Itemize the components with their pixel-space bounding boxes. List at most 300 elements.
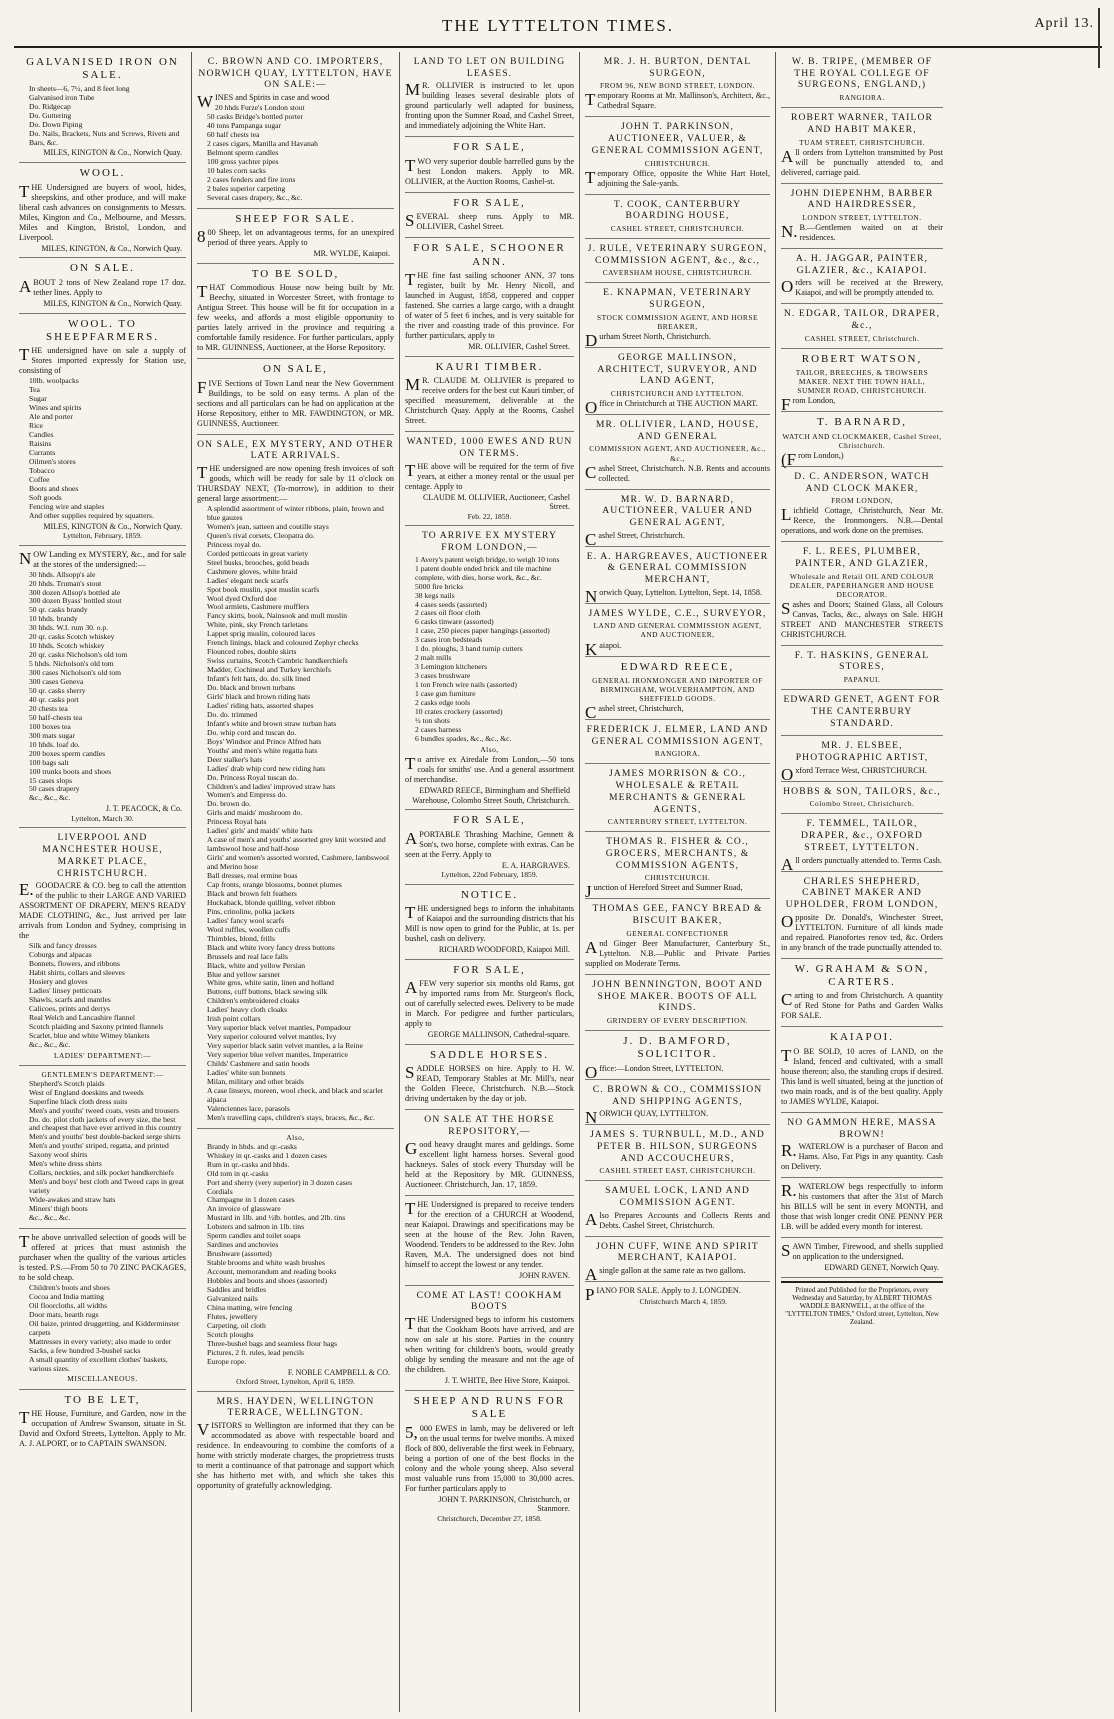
ad-subheading: TAILOR, BREECHES, & TROWSERS MAKER. NEXT THE TOWN HALL, SUMNER ROAD, CHRISTCHURCH.: [795, 368, 929, 396]
ad-item: Galvanised iron Tube: [29, 92, 95, 102]
ad-item-list: [29, 1080, 186, 1223]
ad-item: 300 cases Geneva: [29, 677, 84, 687]
ad-item: Steel busks, brooches, gold beads: [207, 557, 310, 567]
ad-item: Pictures, 2 ft. rules, lead pencils: [207, 1347, 305, 1357]
ad-item: Rum in qr.-casks and hhds.: [207, 1159, 290, 1169]
ad-heading: LAND TO LET ON BUILDING LEASES.: [413, 56, 566, 79]
ad-signature: F. NOBLE CAMPBELL & CO.: [287, 1367, 390, 1377]
ad-item: 20 hhds Furze's London stout: [215, 103, 305, 113]
ad-item: Men's white dress shirts: [29, 1159, 102, 1169]
advertisement: [585, 117, 770, 194]
ad-heading: JAMES MORRISON & CO., WHOLESALE & RETAIL MERCHANTS & GENERAL AGENTS,: [608, 768, 747, 815]
ad-item: Princess Royal hats: [207, 817, 267, 827]
ad-body: THAT Commodious House now being built by Mr. Beechy, situated in Worcester Street, with frontage to Antigua Street. This house will be fit for occupation in a few weeks, and affords a most eligible opportunity to parties lately arrived in the province and requiring a comfortable family residence. For further particulars, apply to MR. GUINNESS, Auctioneer, at the Horse Repository.: [197, 282, 394, 353]
ad-item: Wool dyed Oxford doe: [207, 593, 277, 603]
ad-body: All orders from Lyttelton transmitted by Post will be punctually attended to, and delivered, carriage paid.: [781, 146, 943, 177]
ad-heading: THOMAS R. FISHER & CO., GROCERS, MERCHANTS, & COMMISSION AGENTS,: [605, 836, 750, 871]
ad-subheading: CANTERBURY STREET, LYTTELTON.: [607, 817, 748, 827]
ad-body: ABOUT 2 tons of New Zealand rope 17 doz. tether lines. Apply to: [19, 276, 186, 297]
ad-body: R.WATERLOW begs respectfully to inform his customers that after the 31st of March his BILLS will be sent in every MONTH, and those that wish longer credit ONE PENNY PER LB. will be added every month for interest.: [781, 1181, 943, 1232]
advertisement: [585, 1031, 770, 1080]
ad-body: Kaiapoi.: [585, 639, 622, 659]
ad-item: Ladies' heavy cloth cloaks: [207, 1005, 288, 1015]
ad-item: Champagne in 1 dozen cases: [207, 1195, 295, 1205]
ad-item: Cap fronts, orange blossoms, bonnet plumes: [207, 880, 342, 889]
ad-heading: NOTICE.: [460, 888, 519, 901]
ad-heading: LIVERPOOL AND MANCHESTER HOUSE, MARKET PLACE, CHRISTCHURCH.: [42, 832, 163, 879]
advertisement: [197, 1392, 394, 1496]
ad-date: Oxford Street, Lyttelton, April 6, 1859.: [236, 1377, 355, 1387]
ad-item: Do. whip cord and tuscan do.: [207, 727, 297, 737]
ad-item: Door mats, hearth rugs: [29, 1309, 99, 1319]
ad-item: Men's travelling caps, children's stays, braces, &c., &c.: [207, 1112, 375, 1122]
ad-item: And other supplies required by squatters.: [29, 510, 154, 520]
ad-item: Stable brooms and white wash brushes: [207, 1258, 325, 1268]
ad-heading: ROBERT WARNER, TAILOR AND HABIT MAKER,: [791, 112, 933, 135]
ad-body: Opposite Dr. Donald's, Winchester Street, LYTTELTON. Furniture of all kinds made and repaired. Pianofortes renov ted, &c. Orders in any branch of the trade punctually attended to.: [781, 911, 943, 952]
ad-item: 4 cases seeds (assorted): [415, 599, 487, 609]
ad-heading: MRS. HAYDEN, WELLINGTON TERRACE, WELLINGTON.: [216, 1395, 375, 1419]
ad-item-list: [29, 1284, 186, 1374]
ad-heading: MR. J. H. BURTON, DENTAL SURGEON,: [603, 56, 752, 79]
advertisement: [19, 1390, 186, 1454]
ad-date: Lyttelton, March 30.: [71, 814, 134, 824]
edge-mark: [1098, 8, 1100, 68]
advertisement: [405, 1391, 574, 1528]
ad-body: To arrive ex Airedale from London,—50 tons coals for smiths' use. And a general assortment of merchandise.: [405, 753, 574, 784]
ad-item: Superfine black cloth dress suits: [29, 1096, 128, 1106]
ad-item: Carpeting, oil cloth: [207, 1320, 266, 1330]
advertisement: [19, 163, 186, 258]
ad-item: 2 cases fenders and fire irons: [207, 174, 296, 184]
ad-subheading: CHRISTCHURCH AND LYTTELTON.: [610, 389, 745, 399]
ad-item: 5000 fire bricks: [415, 581, 464, 591]
ad-subheading: RANGIORA.: [839, 93, 885, 103]
ad-subheading: CHRISTCHURCH.: [644, 158, 711, 168]
ad-item: Queen's rival corsets, Cleopatra do.: [207, 530, 315, 540]
ad-item: Men's and youths' striped, regatta, and printed Saxony wool shirts: [29, 1141, 169, 1160]
advertisement: [781, 1238, 943, 1278]
ad-body: THE Undersigned is prepared to receive tenders for the erection of a CHURCH at Woodend, near Kaiapoi. Drawings and specifications may be seen at the house of the Rev. John Raven, Woodend. Tenders to be addressed to the Rev. John Raven, M.A. The undersigned does not bind himself to accept the lowest or any tender.: [405, 1198, 574, 1269]
advertisement: [197, 435, 394, 1129]
advertisement: [781, 814, 943, 874]
ad-heading: MR. OLLIVIER, LAND, HOUSE, AND GENERAL: [595, 419, 760, 442]
ad-item: Infant's white and brown straw turban hats: [207, 718, 337, 728]
ad-item: Milan, military and other braids: [207, 1076, 304, 1086]
ad-heading: WANTED, 1000 EWES AND RUN ON TERMS.: [406, 436, 573, 459]
ad-body: WINES and Spirits in case and wood: [197, 92, 330, 112]
ad-item: Cashmere gloves, white braid: [207, 566, 298, 576]
ad-body: THE undersigned are now opening fresh invoices of soft goods, which will be ready for sale by 11 o'clock on THURSDAY NEXT, (To-morrow), in addition to their general large assortment:—: [197, 462, 394, 503]
advertisement: [19, 258, 186, 313]
ad-subheading: Also,: [286, 1132, 305, 1142]
ad-heading: MR. J. ELSBEE, PHOTOGRAPHIC ARTIST,: [795, 740, 929, 764]
advertisement: [405, 810, 574, 884]
ad-item: Europe rope.: [207, 1356, 247, 1366]
ad-heading: ON SALE, EX MYSTERY, AND OTHER LATE ARRIVALS.: [197, 438, 394, 462]
ad-item: Shawls, scarfs and mantles: [29, 994, 111, 1004]
ad-subheading: Also,: [480, 744, 499, 754]
ad-item: 10 hhds. loaf do.: [29, 739, 80, 749]
advertisement: [585, 239, 770, 283]
ad-item-list: [29, 377, 186, 520]
ad-heading: NO GAMMON HERE, MASSA BROWN!: [787, 1116, 937, 1140]
ad-body: Carting to and from Christchurch. A quantity of Red Stone for Paths and Garden Walks FOR SALE.: [781, 990, 943, 1021]
ad-item: Brushware (assorted): [207, 1249, 272, 1259]
ad-body: Lichfield Cottage, Christchurch, Near Mr. Reece, the Ironmongers. N.B.—Dental operations, and work done on the premises.: [781, 505, 943, 536]
ad-heading: F. T. HASKINS, GENERAL STORES,: [794, 649, 930, 673]
advertisement: [585, 657, 770, 721]
ad-signature: GEORGE MALLINSON, Cathedral-square.: [427, 1030, 570, 1040]
ad-item: Very superior blue velvet mantles, Imperatrice: [207, 1050, 348, 1060]
ad-heading: T. BARNARD,: [817, 416, 907, 429]
ad-heading: ON SALE AT THE HORSE REPOSITORY,—: [424, 1114, 555, 1138]
ad-heading: JOHN CUFF, WINE AND SPIRIT MERCHANT, KAIAPOI.: [596, 1240, 759, 1264]
ad-heading: FREDERICK J. ELMER, LAND AND GENERAL COMMISSION AGENT,: [586, 724, 769, 747]
ad-item: Habit shirts, collars and sleeves: [29, 968, 125, 978]
ad-body: NORWICH QUAY, LYTTELTON.: [585, 1108, 709, 1128]
ad-item: Black, white and yellow Persian: [207, 960, 306, 970]
ad-item: 2 cases oil floor cloth: [415, 608, 481, 618]
ad-body: PIANO FOR SALE. Apply to J. LONGDEN.: [585, 1285, 741, 1305]
ad-subheading: FROM LONDON,: [831, 496, 893, 506]
ad-item: Do. do. trimmed: [207, 709, 258, 719]
ad-item: 3 cases brushware: [415, 671, 471, 681]
ad-body: The above unrivalled selection of goods will be offered at prices that must astonish the purchaser when the quality of the various articles is tested. P.S.—From 50 to 70 ZINC PACKAGES, to be sold cheap.: [19, 1231, 186, 1282]
ad-item: Blue and yellow sarsnet: [207, 969, 280, 979]
columns: [14, 52, 1102, 1712]
ad-item: 300 mats sugar: [29, 730, 75, 740]
advertisement: [19, 314, 186, 546]
ad-item: 60 half chests tea: [207, 129, 260, 139]
advertisement: [585, 348, 770, 418]
ad-item: Do. Nails, Brackets, Nuts and Screws, Rivets and Bars, &c.: [29, 128, 180, 147]
ad-signature: JOHN RAVEN.: [519, 1270, 570, 1280]
ad-heading: TO ARRIVE EX MYSTERY FROM LONDON,—: [421, 530, 558, 554]
ad-item: Girls' black and brown riding hats: [207, 691, 311, 701]
column-4: [580, 52, 776, 1712]
ad-heading: JAMES WYLDE, C.E., SURVEYOR,: [588, 607, 767, 619]
advertisement: [405, 238, 574, 357]
ad-item: Irish point collars: [207, 1014, 261, 1024]
advertisement: [585, 720, 770, 764]
ad-item: Port and sherry (very superior) in 3 dozen cases: [207, 1177, 353, 1187]
advertisement: [585, 1181, 770, 1236]
ad-item: Spot book muslin, spot muslin scarfs: [207, 584, 320, 594]
ad-item: Ladies' fancy wool scarfs: [207, 915, 285, 925]
advertisement: [781, 249, 943, 304]
ad-body: AFEW very superior six months old Rams, got by imported rams from Mr. Sturgeon's flock, out of carefully selected ewes. Delivery to be made in March. For pedigree and further particulars, apply to: [405, 978, 574, 1029]
ad-subheading: CAVERSHAM HOUSE, CHRISTCHURCH.: [602, 268, 753, 278]
ad-item: Calicoes, prints and derrys: [29, 1003, 110, 1013]
ad-item: Candles: [29, 430, 54, 440]
ad-subheading: COMMISSION AGENT, AND AUCTIONEER, &c., &c.,: [589, 444, 766, 463]
ad-item: Whiskey in qr.-casks and 1 dozen cases: [207, 1150, 327, 1160]
advertisement: [585, 1080, 770, 1128]
ad-item: Men's and youths' best double-backed serge shirts: [29, 1132, 181, 1142]
ad-item: &c., &c., &c.: [29, 1213, 71, 1222]
ad-heading: FOR SALE,: [453, 963, 526, 976]
ad-body: TWO very superior double barrelled guns by the best London makers. Apply to MR. OLLIVIER, at the Auction Rooms, Cashel-st.: [405, 155, 574, 186]
ad-heading: HOBBS & SON, TAILORS, &c.,: [783, 785, 941, 797]
ad-item: Shepherd's Scotch plaids: [29, 1078, 105, 1088]
ad-item: 40 qr. casks port: [29, 694, 79, 704]
ad-item: Tea: [29, 385, 40, 395]
ad-item: Flounced robes, double skirts: [207, 647, 297, 657]
advertisement: [585, 195, 770, 239]
ad-body: Sashes and Doors; Stained Glass, all Colours Canvas, Tacks, &c., always on Sale. HIGH STREET AND MANCHESTER STREETS CHRISTCHURCH.: [781, 598, 943, 639]
ad-item: Brussels and real lace falls: [207, 951, 288, 961]
ad-signature: EDWARD GENET, Norwich Quay.: [824, 1263, 939, 1273]
ad-subheading: GRINDERY OF EVERY DESCRIPTION.: [606, 1015, 749, 1025]
advertisement: [19, 546, 186, 829]
advertisement: [585, 1125, 770, 1181]
ad-item: Girls and maids' mushroom do.: [207, 808, 303, 818]
ad-body: Good heavy draught mares and geldings. Some excellent light harness horses. Several good hackneys. Sales of stock every Thursday will be held at the Repository by MR. GUINNESS, Auctioneer. Christchurch, Jan. 17, 1859.: [405, 1138, 574, 1189]
masthead: [14, 8, 1102, 48]
ad-item: Fancy skirts, book, Nainsook and mull muslin: [207, 611, 348, 621]
ad-body: THE undersigned have on sale a supply of Stores imported expressly for Station use, consisting of: [19, 345, 186, 376]
ad-signature: MILES, KINGTON & Co., Norwich Quay.: [43, 148, 182, 158]
ad-item: Scarlet, blue and white Witney blankets: [29, 1030, 150, 1040]
ad-item: A case linseys, moreen, wool check, and black and scarlet alpaca: [207, 1085, 383, 1104]
ad-item: Ladies' linsey petticoats: [29, 985, 102, 995]
ad-body: N.B.—Gentlemen waited on at their residences.: [781, 222, 943, 243]
ad-item: 38 kegs nails: [415, 590, 455, 600]
ad-signature: CLAUDE M. OLLIVIER, Auctioneer, Cashel Street.: [423, 492, 570, 512]
ad-item: Sacks, a few hundred 3-bushel sacks: [29, 1345, 141, 1355]
ad-item: Belmont sperm candles: [207, 147, 279, 157]
ad-item: Saddles and bridles: [207, 1285, 267, 1295]
ad-heading: FOR SALE, SCHOONER ANN.: [413, 242, 566, 268]
ad-body: 5,000 EWES in lamb, may be delivered or left on the usual terms for twelve months. A mixed flock of 800, deliverable the first week in February, being a portion of one of the best flocks in the colony and the whole young sheep. Also several most valuable runs from 15,000 to 30,000 acres. For further particulars apply to: [405, 1422, 574, 1493]
ad-body: MR. OLLIVIER is instructed to let upon building leases several desirable plots of ground particularly well adapted for business, fronting upon the Sumner Road, and Cashel Street, and immediately adjoining the White Hart.: [405, 80, 574, 131]
ad-item: An invoice of glassware: [207, 1204, 281, 1214]
ad-item: Buttons, cuff buttons, black sewing silk: [207, 987, 328, 997]
ad-item: 1 Avery's patent weigh bridge, to weigh 10 tons: [415, 554, 560, 564]
advertisement: [585, 832, 770, 902]
ad-item: Galvanized nails: [207, 1293, 258, 1303]
ad-heading: F. TEMMEL, TAILOR, DRAPER, &c., OXFORD STREET, LYTTELTON.: [801, 818, 923, 853]
column-3: [400, 52, 580, 1712]
ad-item: Oil floorcloths, all widths: [29, 1300, 108, 1310]
ad-body: APORTABLE Thrashing Machine, Gennett & Son's, two horse, complete with extras. Can be seen at the Ferry. Apply to: [405, 828, 574, 859]
ad-item: 1 case gun furniture: [415, 689, 476, 699]
advertisement: [197, 209, 394, 264]
advertisement: [781, 1027, 943, 1112]
ad-item: White, pink, sky French tarletans: [207, 620, 308, 630]
ad-item: 10lb. woolpacks: [29, 376, 79, 386]
advertisement: [781, 1113, 943, 1178]
ad-item: 10 hhds. Scotch whiskey: [29, 641, 105, 651]
ad-item: Youths' and men's white regatta hats: [207, 745, 318, 755]
ad-body: Office in Christchurch at THE AUCTION MART.: [585, 398, 758, 418]
ad-item: Miners' thigh boots: [29, 1204, 88, 1214]
advertisement: [405, 1110, 574, 1195]
ad-subheading: LONDON STREET, LYTTELTON.: [802, 212, 922, 222]
ad-heading: SAMUEL LOCK, LAND AND COMMISSION AGENT.: [605, 1185, 750, 1209]
ad-item: Ball dresses, real ermine boas: [207, 871, 298, 881]
ad-signature: MILES, KINGTON & Co., Norwich Quay.: [43, 521, 182, 531]
ad-heading: E. KNAPMAN, VETERINARY SURGEON,: [603, 287, 752, 311]
ad-item: 1 patent double ended brick and tile machine complete, with dies, horse work, &c., &c.: [415, 563, 552, 582]
ad-item: Ladies' white sun bonnets: [207, 1068, 286, 1078]
advertisement: [405, 137, 574, 192]
ad-heading: E. A. HARGREAVES, AUCTIONEER & GENERAL COMMISSION MERCHANT,: [586, 550, 769, 586]
ad-item: A small quantity of excellent clothes' baskets, various sizes.: [29, 1354, 168, 1373]
ad-item: Swiss curtains, Scotch Cambric handkerchiefs: [207, 656, 348, 666]
ad-heading: SADDLE HORSES.: [429, 1049, 550, 1062]
ad-item-list: [415, 556, 574, 744]
ad-heading: W. GRAHAM & SON, CARTERS.: [794, 962, 930, 989]
ad-item: Women's jean, satteen and coutille stays: [207, 521, 329, 531]
ad-item: 50 casks Bridge's bottled porter: [207, 112, 303, 122]
ad-item: Wool armlets, Cashmere mufflers: [207, 602, 310, 612]
advertisement: [197, 1129, 394, 1392]
ad-item: Scotch plaiding and Saxony printed flannels: [29, 1021, 164, 1031]
ad-item: 10 bales corn sacks: [207, 165, 266, 175]
ad-item: 50 half-chests tea: [29, 712, 83, 722]
ad-item: Children's boots and shoes: [29, 1282, 110, 1292]
ad-item: 40 tons Pampanga sugar: [207, 121, 282, 131]
ad-item: 20 hhds. Truman's stout: [29, 578, 102, 588]
ad-body: All orders punctually attended to. Terms Cash.: [781, 854, 942, 874]
ad-item: Oil baize, printed druggetting, and Kidderminster carpets: [29, 1318, 180, 1337]
advertisement: [19, 52, 186, 163]
ad-item: Account, memorandum and reading books: [207, 1267, 337, 1277]
ad-item: Wines and spirits: [29, 403, 82, 413]
advertisement: [781, 690, 943, 736]
ad-body: SADDLE HORSES on hire. Apply to H. W. READ, Temporary Stables at Mr. Mill's, near the Golden Fleece, Christchurch. N.B.—Stock driving undertaken by the day or job.: [405, 1063, 574, 1104]
ad-body: SAWN Timber, Firewood, and shells supplied on application to the undersigned.: [781, 1241, 943, 1262]
ad-heading: GEORGE MALLINSON, ARCHITECT, SURVEYOR, AND LAND AGENT,: [597, 351, 758, 387]
ad-heading: ON SALE,: [263, 363, 328, 376]
ad-subheading: GENERAL CONFECTIONER: [626, 928, 729, 938]
advertisement: [585, 547, 770, 604]
ad-item: Very superior coloured velvet mantles, Ivy: [207, 1032, 337, 1042]
ad-body: THE Undersigned are buyers of wool, hides, sheepskins, and other produce, and will make liberal cash advances on consignments to Messrs. Miles, Kington and Co., Melbourne, and Messrs. Miles and Kington, Bristol, London, and Liverpool.: [19, 181, 186, 242]
ad-heading: SHEEP AND RUNS FOR SALE: [413, 1394, 566, 1421]
ad-subheading: MISCELLANEOUS.: [67, 1374, 138, 1384]
issue-date: April 13.: [1034, 16, 1094, 31]
ad-body: Cashel Street, Christchurch. N.B. Rents and accounts collected.: [585, 462, 770, 483]
ad-item: Men's and boys' best cloth and Tweed caps in great variety: [29, 1177, 184, 1196]
ad-item: Hobbles and boots and shoes (assorted): [207, 1276, 328, 1286]
ad-heading: GALVANISED IRON ON SALE.: [26, 56, 179, 82]
ad-item: Flutes, jewellery: [207, 1311, 258, 1321]
ad-item: Men's and youths' tweed coats, vests and trousers: [29, 1105, 179, 1115]
advertisement: [585, 604, 770, 657]
ad-heading: WOOL. TO SHEEPFARMERS.: [46, 317, 159, 343]
advertisement: [585, 490, 770, 547]
ad-item: Very superior black velvet mantles, Pompadour: [207, 1023, 352, 1033]
ad-item: 30 hhds. Allsopp's ale: [29, 569, 96, 579]
ad-body: Junction of Hereford Street and Sumner Road,: [585, 882, 743, 902]
ad-item: 50 qr. casks sherry: [29, 686, 86, 695]
ad-date: Christchurch March 4, 1859.: [639, 1297, 727, 1307]
ad-body: THE undersigned begs to inform the inhabitants of Kaiapoi and the surrounding districts that his Mill is now open to grind for the Public, at 1s. per bushel, cash on delivery.: [405, 903, 574, 944]
ad-item: Huckaback, blonde quilling, velvet ribbon: [207, 897, 336, 907]
ad-item-list: [207, 1143, 394, 1367]
ad-heading: C. BROWN & CO., COMMISSION AND SHIPPING AGENTS,: [592, 1083, 763, 1107]
ad-item: 200 boxes sperm candles: [29, 748, 106, 758]
advertisement: [405, 193, 574, 238]
ad-heading: EDWARD REECE,: [620, 660, 735, 673]
ad-heading: KAIAPOI.: [830, 1031, 894, 1044]
ad-item: Old tom in qr.-casks: [207, 1168, 269, 1178]
advertisement: [585, 1237, 770, 1285]
ad-heading: WOOL.: [79, 167, 126, 180]
ad-date: Christchurch, December 27, 1858.: [437, 1514, 542, 1524]
ad-item: 20 chests tea: [29, 703, 68, 713]
ad-item: Soft goods: [29, 492, 62, 502]
ad-body: THE House, Furniture, and Garden, now in the occupation of Andrew Swanson, situate in St. David and Oxford Streets, Lyttelton. Apply to Mr. A. J. ALPORT, or to CAPTAIN SWANSON.: [19, 1407, 186, 1448]
ad-item: Children's and ladies' improved straw hats: [207, 781, 336, 791]
ad-item: 2 casks edge tools: [415, 698, 471, 707]
advertisement: [405, 960, 574, 1045]
ad-heading: C. BROWN AND CO. IMPORTERS, NORWICH QUAY, LYTTELTON, HAVE ON SALE:—: [198, 56, 393, 91]
ad-body: TO BE SOLD, 10 acres of LAND, on the Island, fenced and cultivated, with a small house thereon; also, the standing crops if desired. This land is well situated, being at the junction of two main roads, and is of the best quality. Apply to JAMES WYLDE, Kaiapoi.: [781, 1045, 943, 1106]
ad-heading: THOMAS GEE, FANCY BREAD & BISCUIT BAKER,: [592, 903, 763, 927]
ad-item: White gros, white satin, linen and holland: [207, 978, 334, 988]
ad-item: Wide-awakes and straw hats: [29, 1195, 116, 1205]
ad-item: Madder, Cochineal and Turkey kerchiefs: [207, 665, 331, 675]
ad-body: Asingle gallon at the same rate as two gallons.: [585, 1265, 746, 1285]
advertisement: [585, 764, 770, 832]
ad-item: 2 bales superior carpeting: [207, 183, 286, 193]
ad-subheading: STOCK COMMISSION AGENT, AND HORSE BREAKER,: [597, 312, 758, 331]
advertisement: [781, 184, 943, 249]
ad-subheading: FROM 96, NEW BOND STREET, LONDON.: [599, 81, 755, 91]
ad-item: Sugar: [29, 394, 47, 404]
ad-item: 20 qr. casks Scotch whiskey: [29, 632, 115, 642]
ad-item: Princess royal do.: [207, 539, 262, 549]
ad-item: 1 do. ploughs, 3 hand turnip cutters: [415, 644, 523, 654]
ad-item: ½ ton shots: [415, 715, 450, 725]
ad-item-list: [29, 85, 186, 148]
ad-subheading: LADIES' DEPARTMENT:—: [53, 1050, 152, 1060]
ad-heading: F. L. REES, PLUMBER, PAINTER, AND GLAZIER,: [795, 546, 929, 569]
ad-signature: MILES, KINGTON & Co., Norwich Quay.: [43, 298, 182, 308]
ad-item: Do. black and brown turbans: [207, 683, 295, 693]
advertisement: [781, 872, 943, 959]
ad-body: THE fine fast sailing schooner ANN, 37 tons register, built by Mr. Henry Nicoll, and launched in August, 1858, coppered and copper fastened. She carries a large cargo, with a draught of water of 5 feet 6 inches, and is very suitable for the river and coasting trade of this province. For further particulars, apply to: [405, 270, 574, 341]
ad-item: 3 cases iron bedsteads: [415, 635, 483, 645]
ad-body: THE above will be required for the term of five years, at either a money rental or the usual per centage. Apply to: [405, 460, 574, 491]
ad-item: Mattresses in every variety; also made to order: [29, 1336, 172, 1346]
ad-item: Several cases drapery, &c., &c.: [207, 192, 303, 202]
ad-item: Wool ruffles, woollen cuffs: [207, 924, 291, 934]
ad-subheading: WATCH AND CLOCKMAKER, Cashel Street, Christchurch.: [782, 431, 942, 450]
ad-heading: CHARLES SHEPHERD, CABINET MAKER AND UPHOLDER, FROM LONDON,: [785, 875, 939, 910]
ad-heading: A. H. JAGGAR, PAINTER, GLAZIER, &c., KAIAPOI.: [795, 253, 929, 276]
ad-body: THE Undersigned begs to inform his customers that the Cookham Boots have arrived, and are now on sale at his store. Parties in the country when writing for children's boots, would greatly oblige by sending the measure and not the age of the children.: [405, 1313, 574, 1374]
advertisement: [781, 959, 943, 1028]
ad-heading: TO BE LET,: [64, 1393, 141, 1406]
ad-item: A case of men's and youths' assorted grey knit worsted and lambswool hose and half-hose: [207, 835, 386, 854]
ad-heading: ON SALE.: [70, 262, 135, 275]
advertisement: [781, 782, 943, 815]
ad-heading: FOR SALE,: [453, 141, 526, 154]
ad-heading: SHEEP FOR SALE.: [235, 212, 356, 225]
ad-heading: J. D. BAMFORD, SOLICITOR.: [623, 1035, 732, 1061]
ad-item: Scotch ploughs: [207, 1329, 254, 1339]
ad-heading: JOHN T. PARKINSON, AUCTIONEER, VALUER, & GENERAL COMMISSION AGENT,: [591, 121, 764, 156]
ad-item: Fencing wire and staples: [29, 501, 105, 511]
ad-item: 3 Lemington kitcheners: [415, 662, 488, 672]
ad-body: And Ginger Beer Manufacturer, Canterbury St., Lyttelton. N.B.—Public and Private Parties supplied on Moderate Terms.: [585, 937, 770, 968]
ad-heading: COME AT LAST! COOKHAM BOOTS: [416, 1289, 563, 1313]
